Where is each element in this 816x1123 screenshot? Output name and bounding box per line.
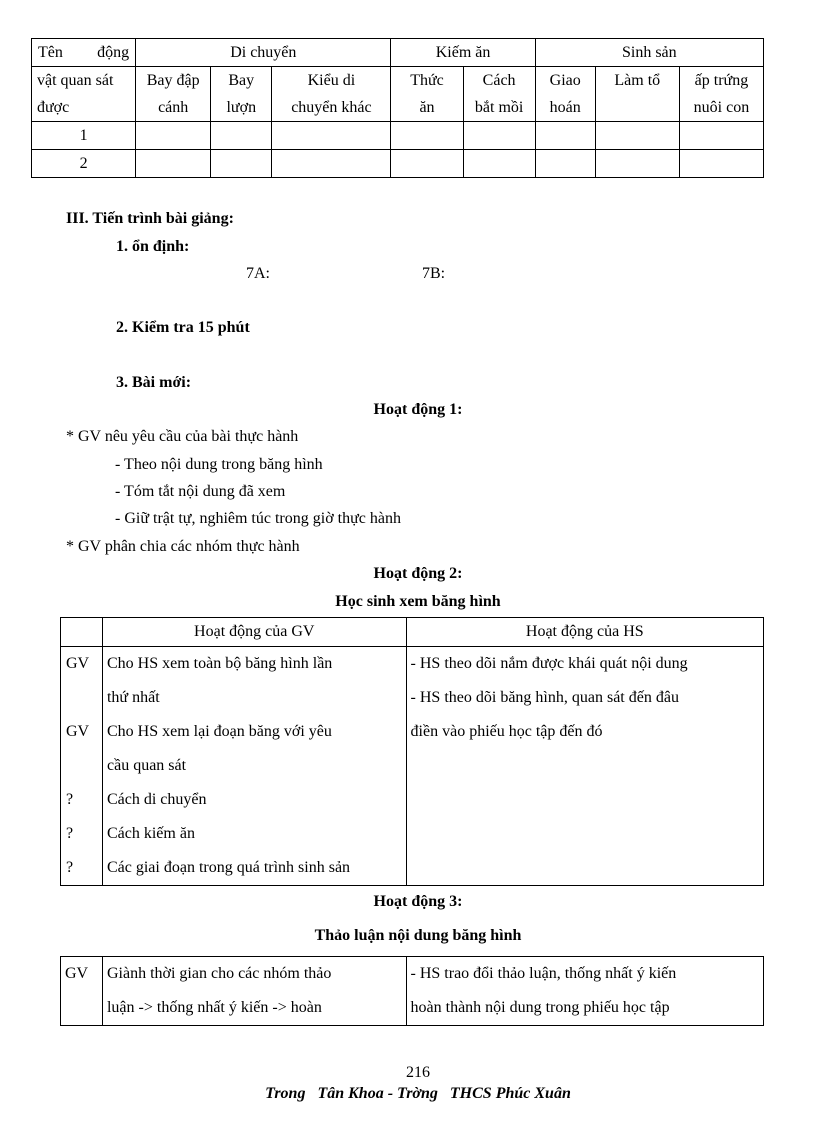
sub-header: Bay lượn bbox=[211, 67, 272, 122]
gv-activity-cell: Cho HS xem toàn bộ băng hình lần thứ nhất Cho HS xem lại đoạn băng với yêu cầu quan sát Cách di chuyển Cách kiếm ăn Các giai đoạn trong quá trình sinh sản bbox=[102, 647, 406, 886]
marker-header bbox=[61, 618, 103, 647]
marker-column: GV bbox=[61, 957, 103, 1026]
activity2-subtitle: Học sinh xem băng hình bbox=[335, 593, 501, 610]
sub-header: Làm tổ bbox=[595, 67, 679, 122]
class-7a-label: 7A: bbox=[246, 265, 270, 282]
row-number: 1 bbox=[32, 122, 136, 150]
species-header-top: Tên động bbox=[32, 39, 136, 67]
row-number: 2 bbox=[32, 150, 136, 178]
sub-header: ấp trứng nuôi con bbox=[679, 67, 763, 122]
observation-table bbox=[31, 38, 764, 178]
step2-title: 2. Kiểm tra 15 phút bbox=[116, 319, 250, 336]
page-number: 216 bbox=[406, 1064, 430, 1081]
group-header-reproduction: Sinh sản bbox=[535, 39, 763, 67]
sub-header: Cách bắt mồi bbox=[463, 67, 535, 122]
footer-author: Trong Tân Khoa - Trờng THCS Phúc Xuân bbox=[265, 1085, 571, 1102]
activity1-bullet: * GV phân chia các nhóm thực hành bbox=[66, 538, 300, 555]
species-header-bottom: vật quan sát được bbox=[32, 67, 136, 122]
activity1-item: - Theo nội dung trong băng hình bbox=[115, 456, 323, 473]
hs-activity-header: Hoạt động của HS bbox=[406, 618, 763, 647]
activity1-item: - Giữ trật tự, nghiêm túc trong giờ thực hành bbox=[115, 510, 401, 527]
activity1-item: - Tóm tắt nội dung đã xem bbox=[115, 483, 286, 500]
table-row bbox=[32, 150, 764, 178]
activity3-table bbox=[60, 956, 764, 1026]
class-7b-label: 7B: bbox=[422, 265, 446, 282]
activity1-title: Hoạt động 1: bbox=[373, 401, 463, 418]
table-row bbox=[32, 122, 764, 150]
sub-header: Giao hoán bbox=[535, 67, 595, 122]
gv-activity-header: Hoạt động của GV bbox=[102, 618, 406, 647]
activity2-title: Hoạt động 2: bbox=[373, 565, 463, 582]
hs-activity-cell: - HS theo dõi nắm được khái quát nội dung - HS theo dõi băng hình, quan sát đến đâu điền vào phiếu học tập đến đó bbox=[406, 647, 763, 886]
gv-activity-cell: Giành thời gian cho các nhóm thảo luận -> thống nhất ý kiến -> hoàn bbox=[102, 957, 406, 1026]
activity1-bullet: * GV nêu yêu cầu của bài thực hành bbox=[66, 428, 299, 445]
sub-header: Kiểu di chuyển khác bbox=[272, 67, 391, 122]
step3-title: 3. Bài mới: bbox=[116, 374, 192, 391]
section-title: III. Tiến trình bài giảng: bbox=[66, 210, 234, 227]
sub-header: Thức ăn bbox=[391, 67, 463, 122]
marker-column: GV GV ? ? ? bbox=[61, 647, 103, 886]
step1-title: 1. ổn định: bbox=[116, 238, 190, 255]
sub-header: Bay đập cánh bbox=[136, 67, 211, 122]
activity3-title: Hoạt động 3: bbox=[373, 893, 463, 910]
activity2-table bbox=[60, 617, 764, 886]
group-header-movement: Di chuyển bbox=[136, 39, 391, 67]
hs-activity-cell: - HS trao đổi thảo luận, thống nhất ý kiến hoàn thành nội dung trong phiếu học tập bbox=[406, 957, 763, 1026]
group-header-feeding: Kiếm ăn bbox=[391, 39, 535, 67]
activity3-subtitle: Thảo luận nội dung băng hình bbox=[314, 927, 522, 944]
